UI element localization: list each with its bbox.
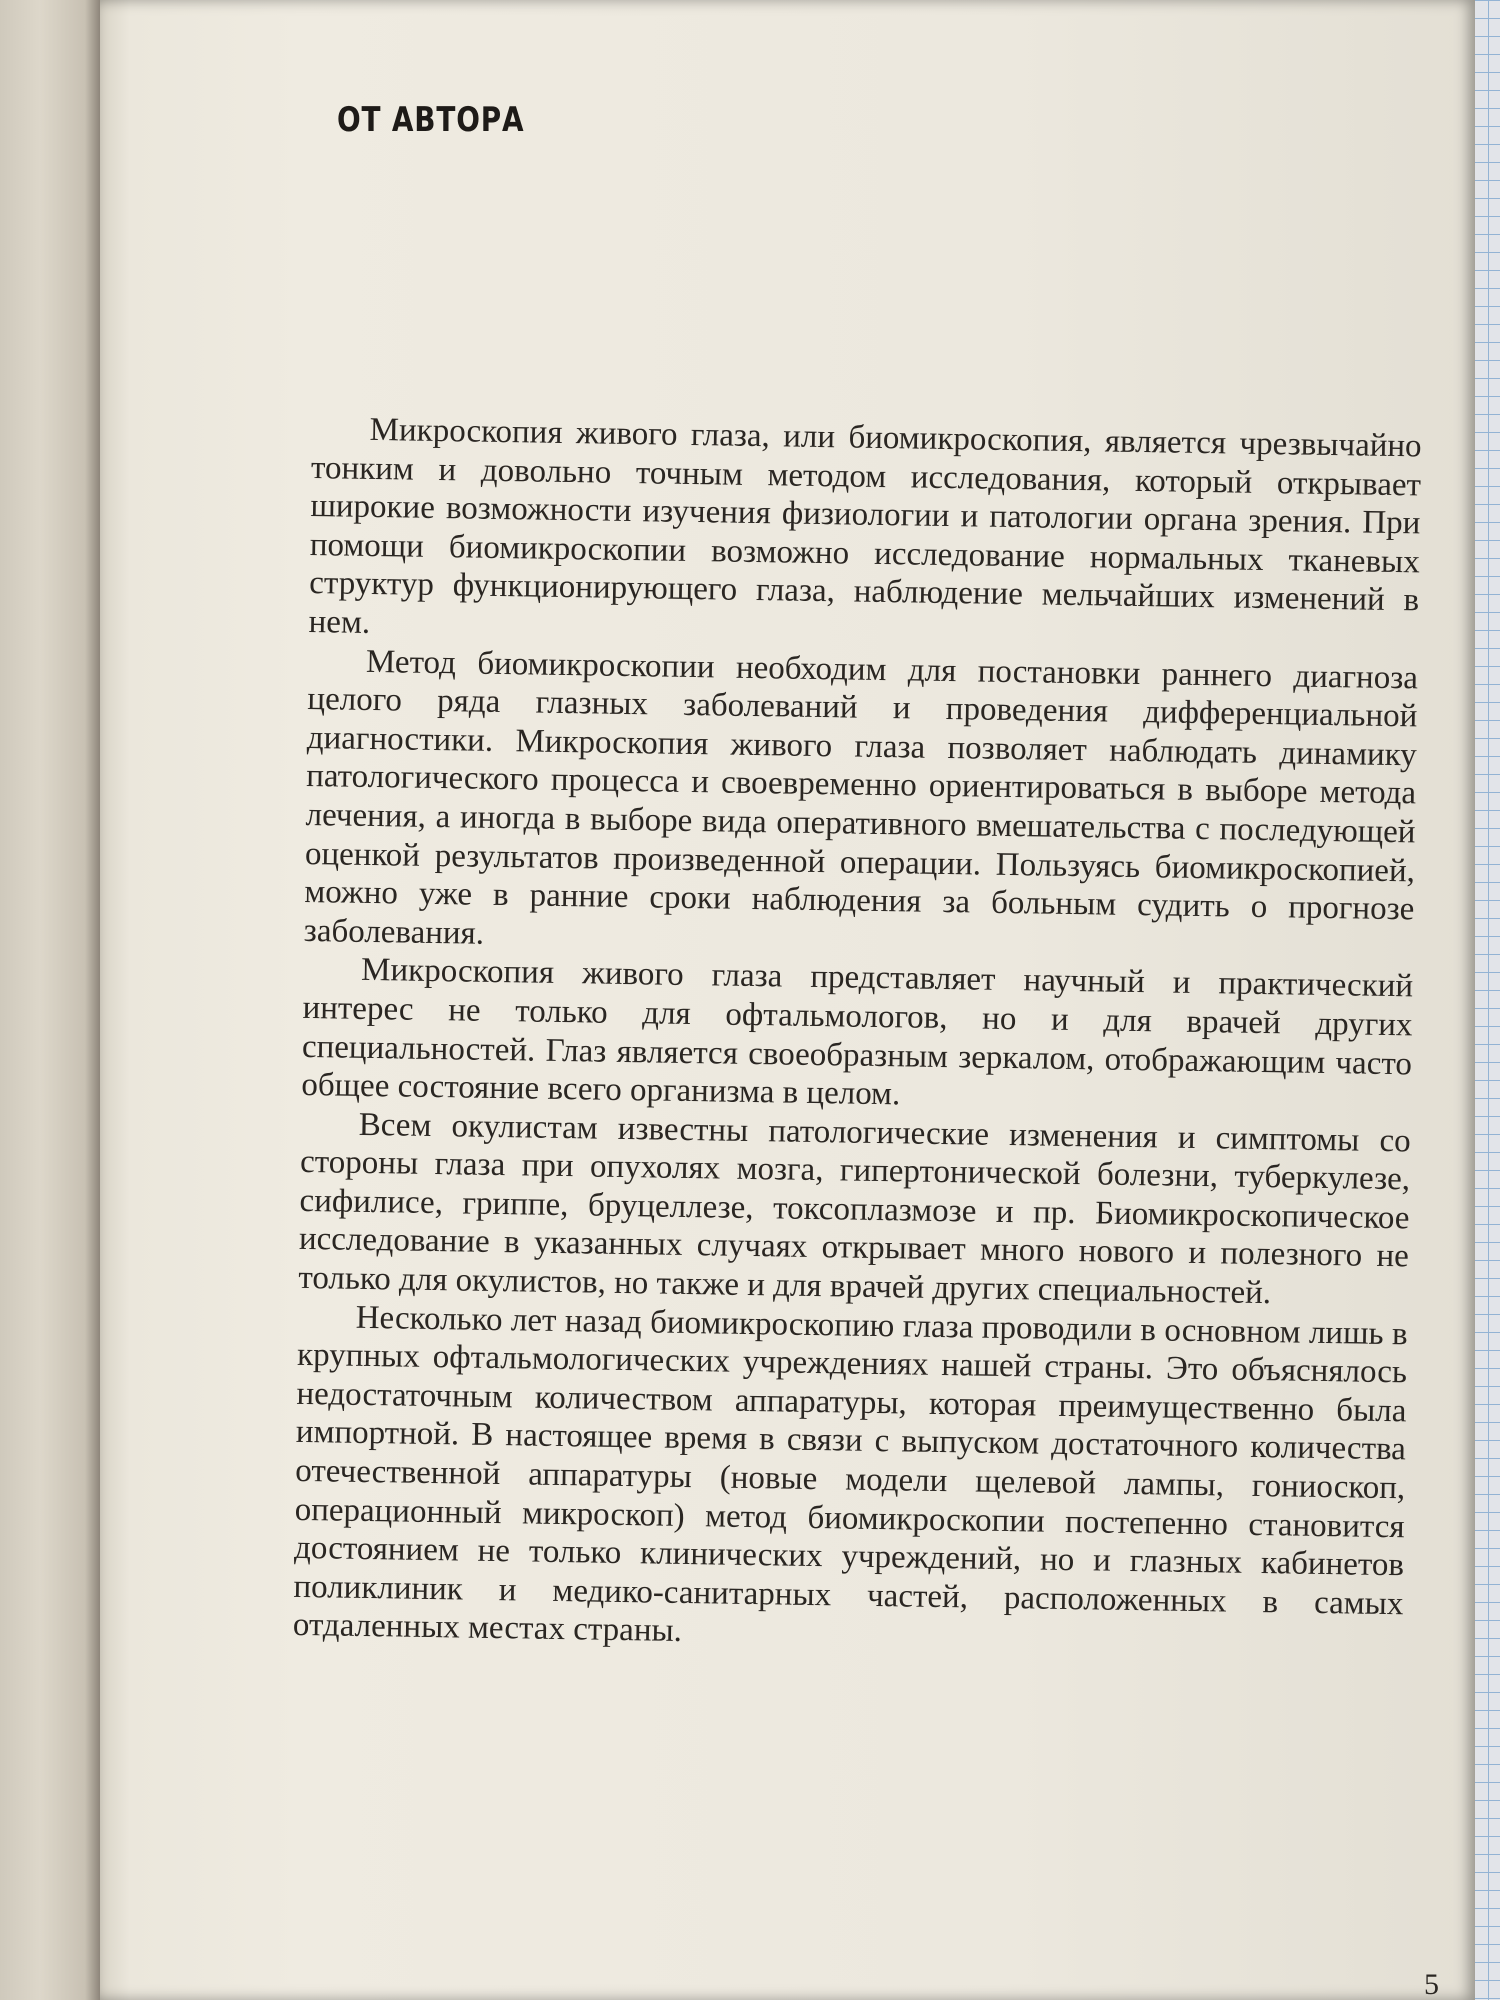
paragraph-1: Микроскопия живого глаза, или биомикроскопия, является чрезвычайно тонким и довольно точным методом исследования, который открывает широкие возможности изучения физиологии и патологии органа зрения. При помощи биомикроскопии возможно исследование нормальных тканевых структур функционирующего глаза, наблюдение мельчайших изменений в нем. <box>308 411 1422 641</box>
body-text <box>293 410 1422 1662</box>
left-facing-page <box>0 0 100 2000</box>
page-heading: ОТ АВТОРА <box>337 100 525 140</box>
book-page <box>100 0 1475 2000</box>
paragraph-3: Микроскопия живого глаза представляет научный и практический интерес не только для офтальмологов, но и для врачей других специальностей. Глаз является своеобразным зеркалом, отображающим часто общее состояние всего организма в целом. <box>301 952 1414 1113</box>
page-number: 5 <box>1424 1968 1439 2000</box>
paragraph-4: Всем окулистам известны патологические изменения и симптомы со стороны глаза при опухолях мозга, гипертонической болезни, туберкулезе, сифилисе, гриппе, бруцеллезе, токсоплазмозе и пр. Биомикроскопическое исследование в указанных случаях открывает много нового и полезного не только для окулистов, но также и для врачей других специальностей. <box>298 1106 1411 1312</box>
paragraph-5: Несколько лет назад биомикроскопию глаза проводили в основном лишь в крупных офтальмологических учреждениях нашей страны. Это объяснялось недостаточным количеством аппаратуры, которая преимущественно была импортной. В настоящее время в связи с выпуском достаточного количества отечественной аппаратуры (новые модели щелевой лампы, гониоскоп, операционный микроскоп) метод биомикроскопии постепенно становится достоянием не только клинических учреждений, но и глазных кабинетов поликлиник и медико-санитарных частей, расположенных в самых отдаленных местах страны. <box>292 1299 1408 1650</box>
paragraph-2: Метод биомикроскопии необходим для постановки раннего диагноза целого ряда глазных заболеваний и проведения дифференциальной диагностики. Микроскопия живого глаза позволяет наблюдать динамику патологического процесса и своевременно ориентироваться в выборе метода лечения, а иногда в выборе вида оперативного вмешательства с последующей оценкой результатов произведенной операции. Пользуясь биомикроскопией, можно уже в ранние сроки наблюдения за больным судить о прогнозе заболевания. <box>303 643 1419 952</box>
